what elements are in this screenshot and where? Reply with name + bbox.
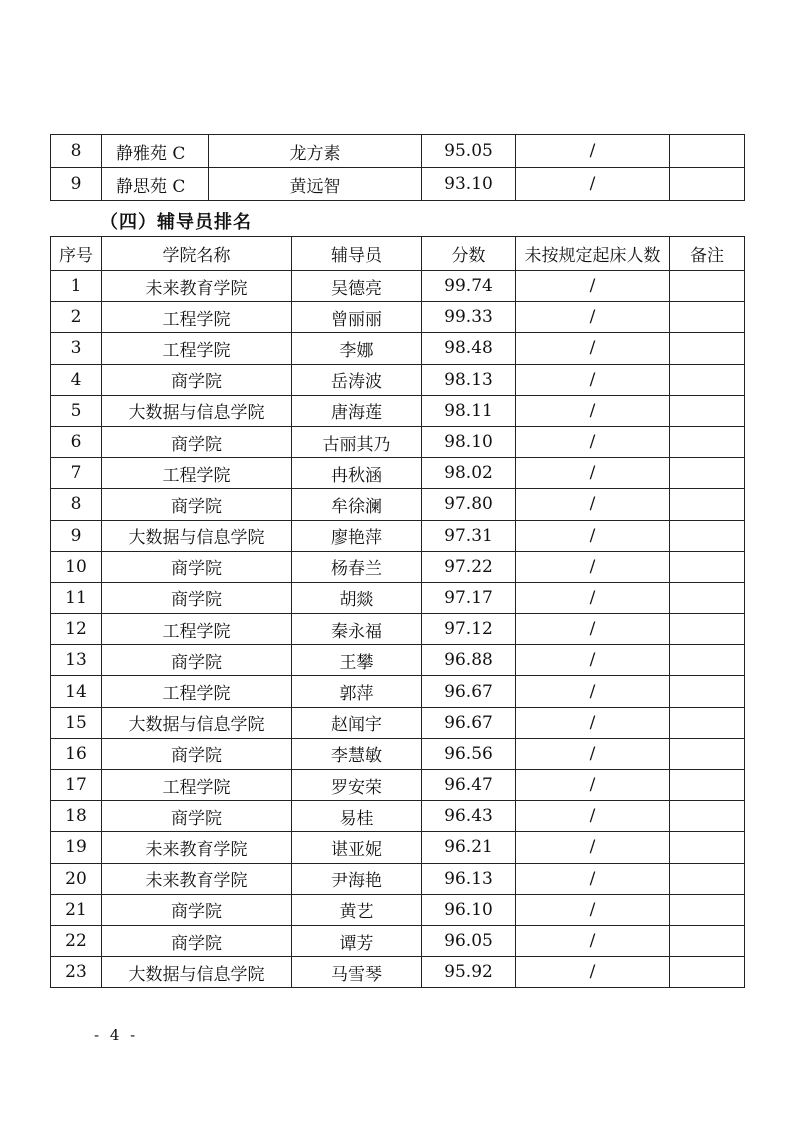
cell-note (670, 458, 745, 489)
cell-note (670, 832, 745, 863)
table-row (51, 645, 745, 676)
cell-violations: / (516, 333, 670, 364)
cell-counselor: 李娜 (292, 333, 422, 364)
header-score: 分数 (422, 237, 516, 271)
cell-note (670, 957, 745, 988)
table-row (51, 738, 745, 769)
cell-note (670, 707, 745, 738)
cell-college: 大数据与信息学院 (102, 520, 292, 551)
cell-counselor: 黄艺 (292, 894, 422, 925)
cell-no: 10 (51, 551, 102, 582)
cell-college: 商学院 (102, 364, 292, 395)
cell-college: 工程学院 (102, 302, 292, 333)
cell-violations: / (516, 925, 670, 956)
cell-counselor: 秦永福 (292, 614, 422, 645)
cell-violations: / (516, 770, 670, 801)
cell-college: 大数据与信息学院 (102, 957, 292, 988)
cell-note (670, 489, 745, 520)
cell-counselor: 谭芳 (292, 925, 422, 956)
table-row (51, 364, 745, 395)
cell-violations: / (516, 551, 670, 582)
cell-college: 未来教育学院 (102, 832, 292, 863)
cell-counselor: 曾丽丽 (292, 302, 422, 333)
cell-no: 22 (51, 925, 102, 956)
cell-college: 大数据与信息学院 (102, 395, 292, 426)
cell-violations: / (516, 302, 670, 333)
header-violations: 未按规定起床人数 (516, 237, 670, 271)
cell-counselor: 古丽其乃 (292, 426, 422, 457)
cell-counselor: 赵闻宇 (292, 707, 422, 738)
table-row (51, 426, 745, 457)
cell-college: 商学院 (102, 582, 292, 613)
cell-no: 17 (51, 770, 102, 801)
cell-no: 1 (51, 271, 102, 302)
cell-college: 工程学院 (102, 614, 292, 645)
cell-counselor: 唐海莲 (292, 395, 422, 426)
cell-note (670, 364, 745, 395)
cell-score: 96.21 (422, 832, 516, 863)
cell-college: 商学院 (102, 426, 292, 457)
cell-name: 静雅苑 C (102, 135, 209, 168)
table-row (51, 168, 745, 201)
cell-note (670, 645, 745, 676)
cell-counselor: 吴德亮 (292, 271, 422, 302)
cell-score: 99.74 (422, 271, 516, 302)
cell-violations: / (516, 801, 670, 832)
table-row (51, 395, 745, 426)
cell-score: 97.80 (422, 489, 516, 520)
cell-note (670, 582, 745, 613)
cell-violations: / (516, 614, 670, 645)
cell-college: 工程学院 (102, 770, 292, 801)
cell-no: 6 (51, 426, 102, 457)
cell-score: 97.12 (422, 614, 516, 645)
table-row (51, 614, 745, 645)
cell-score: 96.47 (422, 770, 516, 801)
dormitory-ranking-table-continued (50, 134, 745, 201)
cell-person: 龙方素 (209, 135, 422, 168)
cell-violations: / (516, 364, 670, 395)
cell-score: 97.22 (422, 551, 516, 582)
cell-score: 96.05 (422, 925, 516, 956)
table-row (51, 925, 745, 956)
cell-counselor: 廖艳萍 (292, 520, 422, 551)
cell-no: 14 (51, 676, 102, 707)
cell-violations: / (516, 894, 670, 925)
cell-score: 96.10 (422, 894, 516, 925)
table-row (51, 832, 745, 863)
cell-violations: / (516, 707, 670, 738)
cell-counselor: 牟徐澜 (292, 489, 422, 520)
table-row (51, 302, 745, 333)
cell-no: 8 (51, 135, 102, 168)
cell-no: 11 (51, 582, 102, 613)
cell-no: 2 (51, 302, 102, 333)
cell-college: 商学院 (102, 738, 292, 769)
cell-no: 9 (51, 168, 102, 201)
cell-score: 97.31 (422, 520, 516, 551)
cell-no: 12 (51, 614, 102, 645)
cell-score: 96.67 (422, 676, 516, 707)
cell-note (670, 520, 745, 551)
table-row (51, 551, 745, 582)
cell-score: 99.33 (422, 302, 516, 333)
cell-score: 98.11 (422, 395, 516, 426)
cell-score: 96.43 (422, 801, 516, 832)
cell-no: 5 (51, 395, 102, 426)
header-counselor: 辅导员 (292, 237, 422, 271)
cell-no: 18 (51, 801, 102, 832)
cell-note (670, 271, 745, 302)
cell-person: 黄远智 (209, 168, 422, 201)
cell-note (670, 863, 745, 894)
table-row (51, 957, 745, 988)
cell-violations: / (516, 489, 670, 520)
cell-counselor: 岳涛波 (292, 364, 422, 395)
cell-note (670, 894, 745, 925)
table-row (51, 863, 745, 894)
cell-no: 8 (51, 489, 102, 520)
cell-college: 大数据与信息学院 (102, 707, 292, 738)
cell-counselor: 李慧敏 (292, 738, 422, 769)
table-row (51, 770, 745, 801)
table-row (51, 271, 745, 302)
cell-no: 21 (51, 894, 102, 925)
cell-score: 98.48 (422, 333, 516, 364)
cell-score: 97.17 (422, 582, 516, 613)
cell-college: 商学院 (102, 801, 292, 832)
cell-counselor: 谌亚妮 (292, 832, 422, 863)
cell-note (670, 738, 745, 769)
cell-no: 7 (51, 458, 102, 489)
cell-score: 98.02 (422, 458, 516, 489)
cell-college: 工程学院 (102, 676, 292, 707)
cell-score: 98.10 (422, 426, 516, 457)
cell-note (670, 551, 745, 582)
cell-violations: / (516, 863, 670, 894)
cell-violations: / (516, 676, 670, 707)
cell-counselor: 马雪琴 (292, 957, 422, 988)
table-row (51, 520, 745, 551)
cell-score: 93.10 (422, 168, 516, 201)
cell-violations: / (516, 645, 670, 676)
cell-note (670, 135, 745, 168)
cell-violations: / (516, 458, 670, 489)
cell-violations: / (516, 832, 670, 863)
header-note: 备注 (670, 237, 745, 271)
table-row (51, 707, 745, 738)
cell-no: 16 (51, 738, 102, 769)
cell-no: 19 (51, 832, 102, 863)
cell-violations: / (516, 738, 670, 769)
cell-college: 商学院 (102, 925, 292, 956)
cell-violations: / (516, 135, 670, 168)
cell-violations: / (516, 520, 670, 551)
cell-note (670, 770, 745, 801)
cell-counselor: 杨春兰 (292, 551, 422, 582)
cell-no: 15 (51, 707, 102, 738)
cell-note (670, 168, 745, 201)
table-header-row (51, 237, 745, 271)
cell-note (670, 302, 745, 333)
cell-score: 96.67 (422, 707, 516, 738)
cell-no: 9 (51, 520, 102, 551)
cell-score: 95.92 (422, 957, 516, 988)
cell-counselor: 冉秋涵 (292, 458, 422, 489)
table-row (51, 894, 745, 925)
cell-violations: / (516, 582, 670, 613)
header-no: 序号 (51, 237, 102, 271)
cell-score: 95.05 (422, 135, 516, 168)
cell-score: 96.88 (422, 645, 516, 676)
cell-college: 商学院 (102, 489, 292, 520)
cell-college: 工程学院 (102, 333, 292, 364)
section-heading-counselor-ranking: （四）辅导员排名 (100, 212, 252, 233)
cell-violations: / (516, 426, 670, 457)
table-row (51, 676, 745, 707)
cell-college: 未来教育学院 (102, 271, 292, 302)
cell-note (670, 614, 745, 645)
cell-college: 商学院 (102, 645, 292, 676)
cell-no: 20 (51, 863, 102, 894)
table-row (51, 333, 745, 364)
counselor-ranking-table (50, 236, 745, 988)
cell-counselor: 王攀 (292, 645, 422, 676)
table-row (51, 489, 745, 520)
cell-violations: / (516, 957, 670, 988)
cell-violations: / (516, 168, 670, 201)
cell-counselor: 胡燚 (292, 582, 422, 613)
cell-counselor: 尹海艳 (292, 863, 422, 894)
cell-counselor: 易桂 (292, 801, 422, 832)
cell-no: 23 (51, 957, 102, 988)
cell-name: 静思苑 C (102, 168, 209, 201)
cell-counselor: 罗安荣 (292, 770, 422, 801)
cell-no: 4 (51, 364, 102, 395)
cell-note (670, 801, 745, 832)
cell-score: 98.13 (422, 364, 516, 395)
cell-note (670, 426, 745, 457)
cell-college: 未来教育学院 (102, 863, 292, 894)
cell-no: 3 (51, 333, 102, 364)
cell-college: 商学院 (102, 894, 292, 925)
cell-no: 13 (51, 645, 102, 676)
cell-counselor: 郭萍 (292, 676, 422, 707)
cell-college: 商学院 (102, 551, 292, 582)
header-college: 学院名称 (102, 237, 292, 271)
cell-note (670, 395, 745, 426)
cell-college: 工程学院 (102, 458, 292, 489)
cell-violations: / (516, 395, 670, 426)
cell-note (670, 333, 745, 364)
table-row (51, 582, 745, 613)
cell-note (670, 676, 745, 707)
table-row (51, 801, 745, 832)
cell-score: 96.56 (422, 738, 516, 769)
cell-note (670, 925, 745, 956)
table-row (51, 458, 745, 489)
cell-violations: / (516, 271, 670, 302)
cell-score: 96.13 (422, 863, 516, 894)
page-number: - 4 - (94, 1026, 139, 1044)
table-row (51, 135, 745, 168)
